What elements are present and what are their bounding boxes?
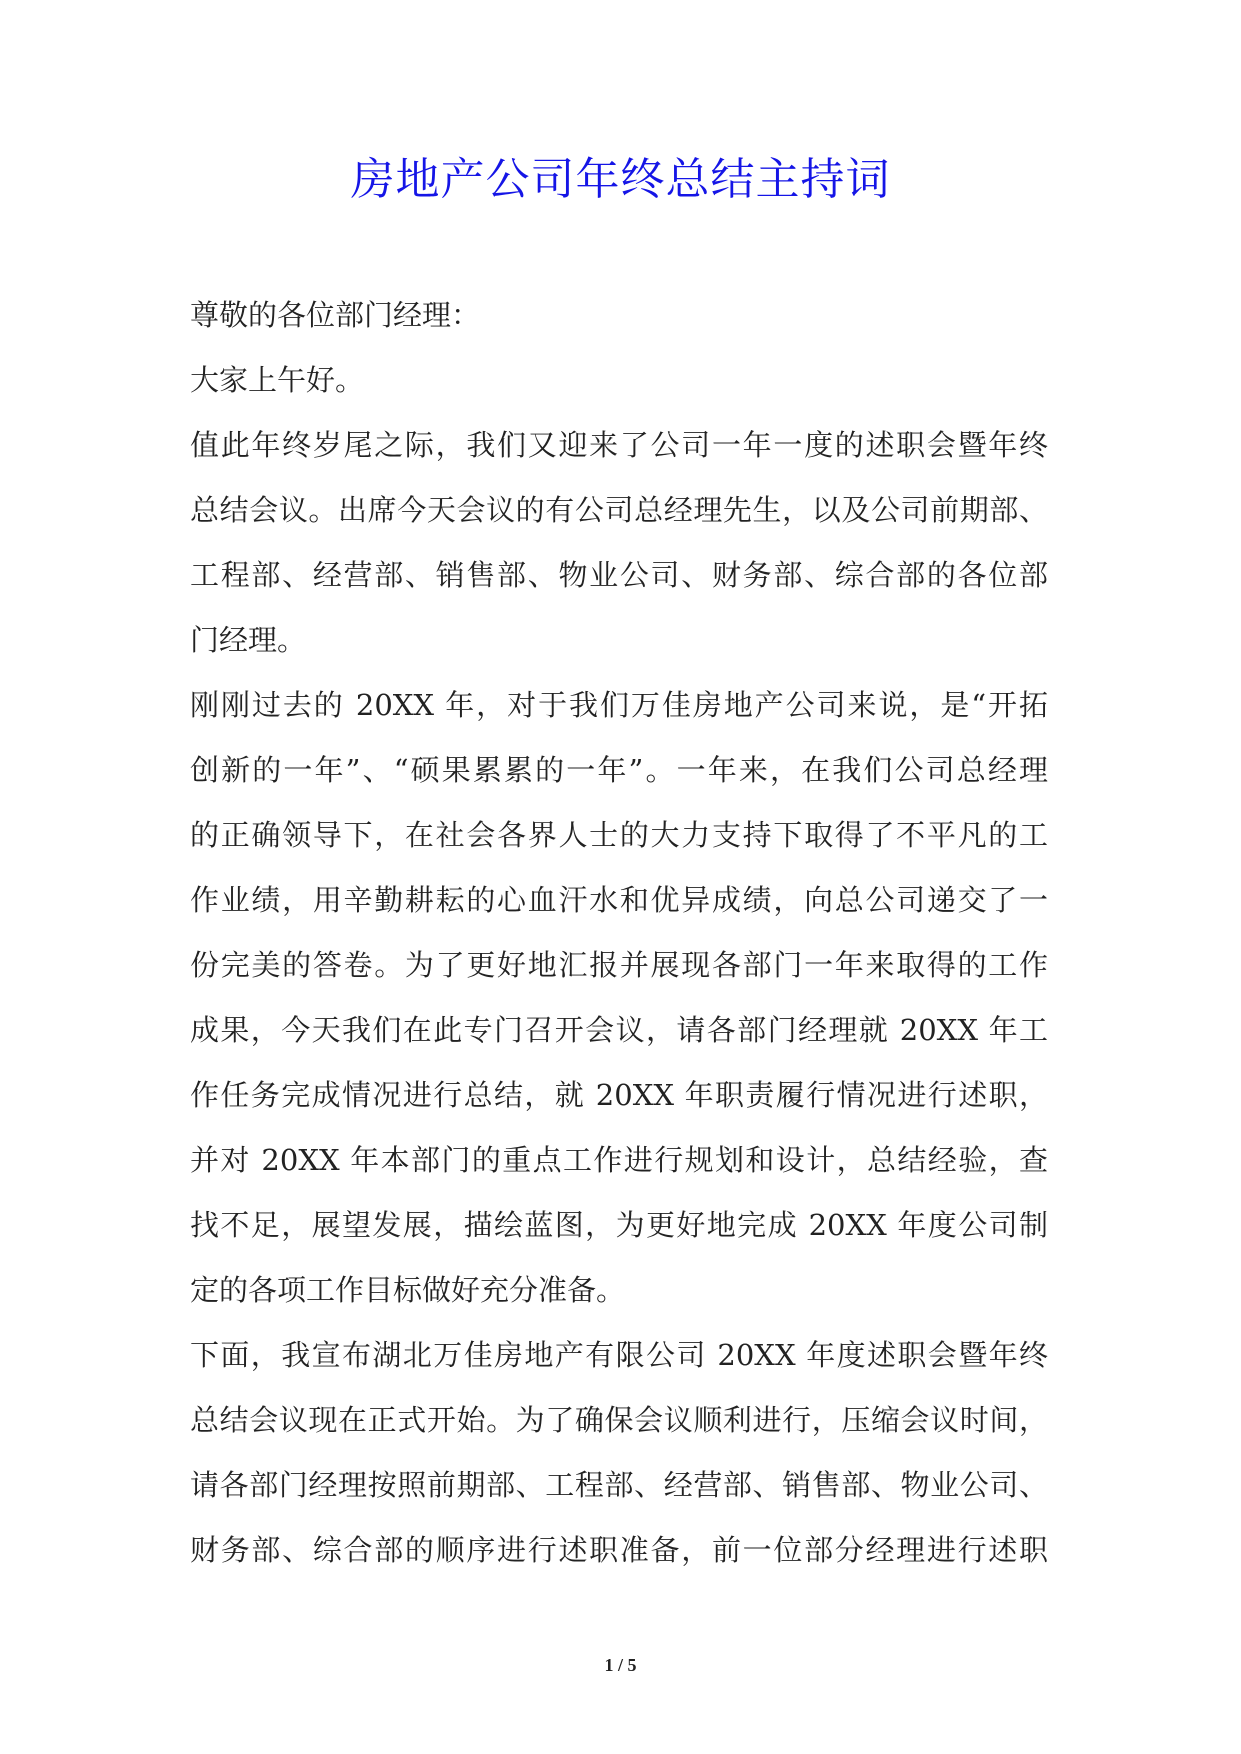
paragraph-line: 创新的一年”、“硕果累累的一年”。一年来，在我们公司总经理 bbox=[190, 753, 1048, 787]
paragraph-line: 总结会议现在正式开始。为了确保会议顺利进行，压缩会议时间， bbox=[190, 1403, 1048, 1437]
paragraph-line: 总结会议。出席今天会议的有公司总经理先生，以及公司前期部、 bbox=[190, 493, 1048, 527]
paragraph-line: 刚刚过去的 20XX 年，对于我们万佳房地产公司来说，是“开拓 bbox=[190, 688, 1048, 722]
paragraph-line: 作业绩，用辛勤耕耘的心血汗水和优异成绩，向总公司递交了一 bbox=[190, 883, 1048, 917]
paragraph-line: 大家上午好。 bbox=[190, 363, 365, 397]
paragraph-line: 份完美的答卷。为了更好地汇报并展现各部门一年来取得的工作 bbox=[190, 948, 1048, 982]
paragraph-line: 并对 20XX 年本部门的重点工作进行规划和设计，总结经验，查 bbox=[190, 1143, 1048, 1177]
paragraph-line: 作任务完成情况进行总结，就 20XX 年职责履行情况进行述职， bbox=[190, 1078, 1048, 1112]
paragraph-line: 工程部、经营部、销售部、物业公司、财务部、综合部的各位部 bbox=[190, 558, 1048, 592]
paragraph-line: 值此年终岁尾之际，我们又迎来了公司一年一度的述职会暨年终 bbox=[190, 428, 1048, 462]
paragraph-line: 成果，今天我们在此专门召开会议，请各部门经理就 20XX 年工 bbox=[190, 1013, 1048, 1047]
document-body bbox=[190, 283, 1048, 1583]
paragraph-line: 下面，我宣布湖北万佳房地产有限公司 20XX 年度述职会暨年终 bbox=[190, 1338, 1048, 1372]
paragraph-line: 尊敬的各位部门经理： bbox=[190, 298, 481, 332]
paragraph-line: 财务部、综合部的顺序进行述职准备，前一位部分经理进行述职 bbox=[190, 1533, 1048, 1567]
paragraph-line: 定的各项工作目标做好充分准备。 bbox=[190, 1273, 626, 1307]
paragraph-line: 请各部门经理按照前期部、工程部、经营部、销售部、物业公司、 bbox=[190, 1468, 1048, 1502]
document-title: 房地产公司年终总结主持词 bbox=[350, 154, 891, 205]
page-number: 1 / 5 bbox=[604, 1655, 637, 1675]
paragraph-line: 门经理。 bbox=[190, 623, 307, 657]
paragraph-line: 的正确领导下，在社会各界人士的大力支持下取得了不平凡的工 bbox=[190, 818, 1048, 852]
paragraph-line: 找不足，展望发展，描绘蓝图，为更好地完成 20XX 年度公司制 bbox=[190, 1208, 1048, 1242]
